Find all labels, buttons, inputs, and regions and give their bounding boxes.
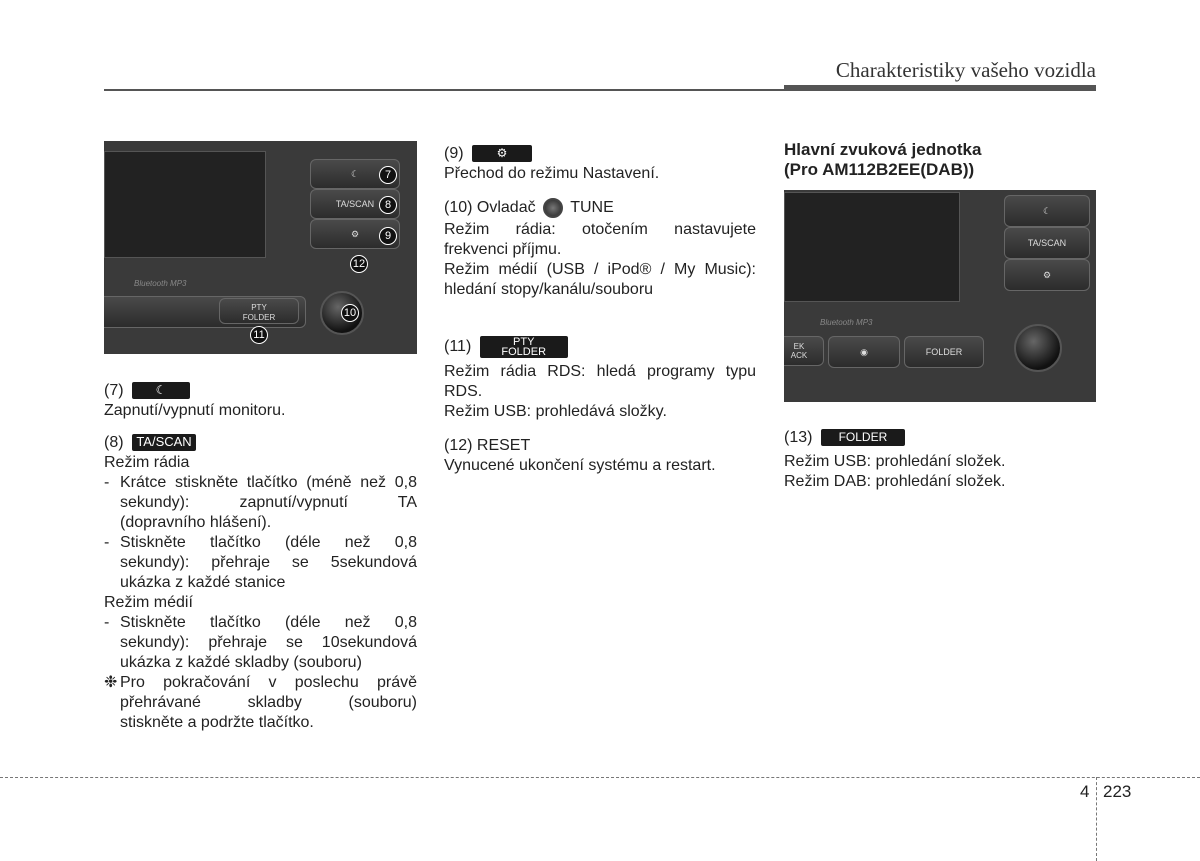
display-screen [784, 192, 960, 302]
moon-button [1004, 195, 1090, 227]
callout-12: 12 [350, 255, 368, 273]
callout-7: 7 [379, 166, 397, 184]
pty-label: PTY [251, 303, 267, 312]
column-3-items [784, 428, 1096, 492]
header-rule [104, 89, 784, 91]
gear-icon: ⚙ [472, 145, 532, 162]
folder-label: FOLDER [242, 313, 276, 322]
tascan-label: TA/SCAN [335, 199, 375, 209]
bullet-line: sekundy): zapnutí/vypnutí TA [120, 494, 417, 511]
moon-icon: ☾ [350, 169, 360, 179]
gear-icon: ⚙ [350, 229, 360, 239]
bullet-line: sekundy): přehraje se 5sekundová [120, 554, 417, 571]
bullet-line: (dopravního hlášení). [120, 514, 272, 531]
display-screen [104, 151, 266, 258]
bullet-line: sekundy): přehraje se 10sekundová [120, 634, 417, 651]
note-line: stiskněte a podržte tlačítko. [120, 714, 314, 731]
item-9-text: Přechod do režimu Nastavení. [444, 165, 660, 182]
pty-folder-button [219, 298, 299, 324]
item-9-label: (9) [444, 145, 464, 162]
folder-label: FOLDER [925, 347, 963, 357]
item-12-label: (12) RESET [444, 437, 531, 454]
column-3 [784, 140, 1096, 180]
column-1 [104, 381, 417, 733]
media-bullet-1: - Stiskněte tlačítko (déle než 0,8 sekundy): přehraje se 10sekundová ukázka z každé skladby (souboru) [104, 614, 417, 671]
moon-icon: ☾ [1042, 206, 1052, 216]
section-heading-sub: (Pro AM112B2EE(DAB)) [784, 160, 975, 179]
item-7-line [104, 381, 417, 401]
section-heading: Hlavní zvuková jednotka [784, 140, 982, 159]
brand-logos: Bluetooth MP3 [134, 279, 187, 288]
note [104, 673, 417, 733]
item-13-line-2: Režim DAB: prohledání složek. [784, 473, 1006, 490]
tune-label: TUNE [570, 199, 614, 217]
item-11-line-3: Režim USB: prohledává složky. [444, 403, 667, 420]
head-unit-image-right [784, 190, 1096, 402]
bullet-line: ukázka z každé stanice [120, 574, 286, 591]
item-13-line [784, 428, 1096, 452]
seek-label: EK [793, 342, 805, 351]
item-12-text: Vynucené ukončení systému a restart. [444, 457, 716, 474]
item-10-label: (10) Ovladač [444, 199, 536, 217]
item-8-label: (8) [104, 434, 124, 451]
note-line: Pro pokračování v poslechu právě [120, 674, 417, 691]
item-11-line [444, 336, 756, 362]
page-header-title: Charakteristiky vašeho vozidla [835, 58, 1096, 82]
bullet-line: Krátce stiskněte tlačítko (méně než 0,8 [120, 474, 417, 491]
media-mode-heading: Režim médií [104, 594, 193, 611]
note-line: přehrávané skladby (souboru) [120, 694, 417, 711]
item-10-line-2: frekvenci příjmu. [444, 241, 562, 258]
brand-logos: Bluetooth MP3 [820, 318, 873, 327]
pty-label: PTY [513, 336, 535, 348]
item-13-label: (13) [784, 429, 813, 446]
bullet-line: Stiskněte tlačítko (déle než 0,8 [120, 614, 417, 631]
item-7-text: Zapnutí/vypnutí monitoru. [104, 402, 286, 419]
tune-knob [1014, 324, 1062, 372]
callout-9: 9 [379, 227, 397, 245]
chapter-number: 4 [1080, 782, 1090, 801]
head-unit-image-left [104, 141, 417, 354]
folder-label: FOLDER [501, 346, 547, 358]
header-rule-thick [784, 85, 1096, 91]
folder-button [904, 336, 984, 368]
tune-knob-icon [543, 198, 563, 218]
item-11-line-1: Režim rádia RDS: hledá programy typu [444, 363, 756, 380]
item-8-line [104, 433, 417, 453]
callout-11: 11 [250, 326, 268, 344]
item-11-label: (11) [444, 338, 472, 356]
item-10-line-4: hledání stopy/kanálu/souboru [444, 281, 654, 298]
callout-8: 8 [379, 196, 397, 214]
footer-divider [1096, 777, 1097, 861]
column-2 [444, 144, 756, 476]
item-13-line-1: Režim USB: prohledání složek. [784, 453, 1006, 470]
callout-10: 10 [341, 304, 359, 322]
tascan-label: TA/SCAN [1027, 238, 1067, 248]
tascan-button [1004, 227, 1090, 259]
radio-bullet-1: - Krátce stiskněte tlačítko (méně než 0,8 sekundy): zapnutí/vypnutí TA (dopravního hlášení). [104, 474, 417, 531]
media-button: ◉ [828, 336, 900, 368]
item-10-line-1: Režim rádia: otočením nastavujete [444, 221, 756, 238]
moon-icon: ☾ [132, 382, 190, 399]
item-7-label: (7) [104, 382, 124, 399]
item-10-line-3: Režim médií (USB / iPod® / My Music): [444, 261, 756, 278]
item-9-line [444, 144, 756, 164]
radio-mode-heading: Režim rádia [104, 454, 190, 471]
bullet-line: ukázka z každé skladby (souboru) [120, 654, 362, 671]
page-number: 223 [1103, 782, 1132, 801]
gear-icon: ⚙ [1042, 270, 1052, 280]
tascan-button-icon: TA/SCAN [132, 434, 196, 451]
pty-folder-button-icon [480, 336, 568, 358]
bullet-line: Stiskněte tlačítko (déle než 0,8 [120, 534, 417, 551]
footer-rule [0, 777, 1200, 778]
note-symbol: ❉ [104, 674, 118, 691]
seek-track-button [784, 336, 824, 366]
track-label: ACK [790, 351, 808, 360]
folder-button-icon: FOLDER [821, 429, 905, 446]
radio-bullet-2: - Stiskněte tlačítko (déle než 0,8 sekundy): přehraje se 5sekundová ukázka z každé stanice [104, 534, 417, 591]
item-11-line-2: RDS. [444, 383, 483, 400]
item-10-line [444, 198, 756, 220]
gear-button [1004, 259, 1090, 291]
